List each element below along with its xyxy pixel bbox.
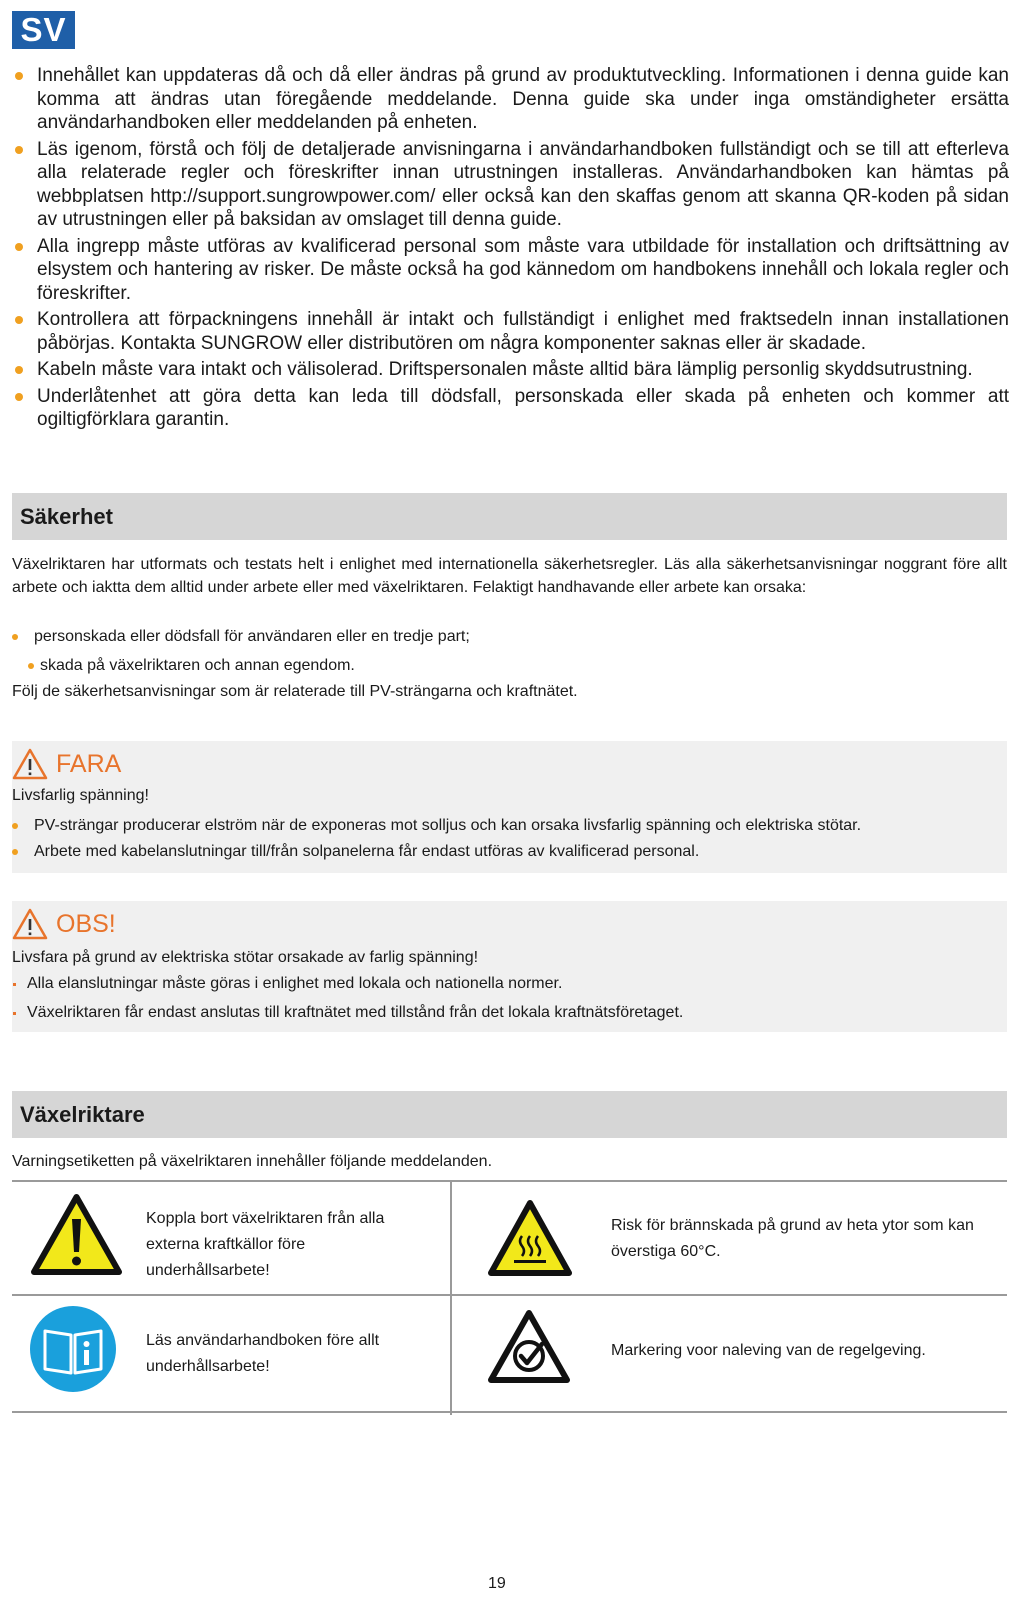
bullet-icon [12,823,18,829]
label-text-hot-surface: Risk för brännskada på grund av heta ytor som kan överstiga 60°C. [611,1217,974,1260]
bullet-icon [15,146,23,154]
table-divider [450,1180,452,1415]
bullet-icon [12,634,18,640]
bullet-icon [15,243,23,251]
table-divider [12,1294,1007,1296]
hot-surface-icon [486,1198,574,1278]
safety-item: skada på växelriktaren och annan egendom. [28,656,355,676]
intro-item: Underlåtenhet att göra detta kan leda till dödsfall, personskada eller skada på enheten och kommer att ogiltigförklara garantin. [12,385,1009,432]
notice-item: Alla elanslutningar måste göras i enlighet med lokala och nationella normer. [12,975,562,993]
page-number: 19 [488,1575,506,1592]
warning-label-table [12,1180,1007,1415]
notice-header [12,907,116,941]
safety-heading: Säkerhet [12,493,1007,540]
warning-triangle-icon [12,908,48,940]
bullet-icon [13,1012,16,1015]
bullet-icon [15,366,23,374]
danger-item: PV-strängar producerar elström när de exponeras mot solljus och kan orsaka livsfarlig spänning och elektriska stötar. [12,817,861,835]
regulatory-compliance-mark-icon [486,1308,572,1386]
bullet-icon [13,983,16,986]
intro-item: Innehållet kan uppdateras då och då eller ändras på grund av produktutveckling. Informationen i denna guide kan komma att ändras utan föregående meddelande. Denna guide ska under inga omständigheter ersätta användarhandboken eller meddelanden på enheten. [12,64,1009,135]
intro-list [12,64,1009,435]
safety-paragraph: Växelriktaren har utformats och testats helt i enlighet med internationella säkerhetsregler. Läs alla säkerhetsanvisningar noggrant före allt arbete och iaktta dem alltid under arbete eller med växelriktaren. Felaktigt handhavande eller arbete kan orsaka: [12,556,1007,596]
read-manual-icon [29,1305,117,1393]
label-text-compliance: Markering voor naleving van de regelgeving. [611,1342,926,1359]
danger-box [12,741,1007,873]
bullet-icon [15,316,23,324]
danger-header [12,747,121,781]
language-badge: SV [12,11,75,49]
intro-item: Läs igenom, förstå och följ de detaljerade anvisningarna i användarhandboken fullständigt och se till att efterleva alla relaterade regler och föreskrifter innan utrustningen installeras. Användarhandboken kan hämtas på webbplatsen http://support.sungrowpower.com/ eller också kan den skaffas genom att skanna QR-koden på sidan av utrustningen eller på baksidan av omslaget till denna guide. [12,138,1009,232]
intro-item: Kabeln måste vara intakt och välisolerad. Driftspersonalen måste alltid bära lämplig personlig skyddsutrustning. [12,358,1009,382]
table-divider [12,1180,1007,1182]
safety-footer: Följ de säkerhetsanvisningar som är relaterade till PV-strängarna och kraftnätet. [12,683,578,700]
bullet-icon [15,72,23,80]
intro-item: Kontrollera att förpackningens innehåll är intakt och fullständigt i enlighet med fraktsedeln innan installationen påbörjas. Kontakta SUNGROW eller distributören om några komponenter saknas eller är skadade. [12,308,1009,355]
label-text-disconnect: Koppla bort växelriktaren från alla externa kraftkällor före underhållsarbete! [146,1210,385,1279]
notice-item: Växelriktaren får endast anslutas till kraftnätet med tillstånd från det lokala kraftnätsföretaget. [12,1004,683,1022]
table-divider [12,1411,1007,1413]
notice-box [12,901,1007,1032]
inverter-intro: Varningsetiketten på växelriktaren innehåller följande meddelanden. [12,1153,493,1170]
danger-subtitle: Livsfarlig spänning! [12,787,149,804]
intro-item: Alla ingrepp måste utföras av kvalificerad personal som måste vara utbildade för installation och driftsättning av elsystem och hantering av risker. De måste också ha god kännedom om handbokens innehåll och lokala regler och föreskrifter. [12,235,1009,306]
bullet-icon [12,849,18,855]
warning-triangle-icon [12,748,48,780]
notice-title: OBS! [56,909,116,938]
safety-item: personskada eller dödsfall för användaren eller en tredje part; [12,627,470,647]
bullet-icon [28,663,34,669]
notice-subtitle: Livsfara på grund av elektriska stötar orsakade av farlig spänning! [12,949,479,966]
danger-item: Arbete med kabelanslutningar till/från solpanelerna får endast utföras av kvalificerad personal. [12,843,699,861]
general-warning-icon [29,1192,124,1278]
inverter-heading: Växelriktare [12,1091,1007,1138]
danger-title: FARA [56,749,122,778]
label-text-read-manual: Läs användarhandboken före allt underhållsarbete! [146,1332,380,1375]
bullet-icon [15,393,23,401]
